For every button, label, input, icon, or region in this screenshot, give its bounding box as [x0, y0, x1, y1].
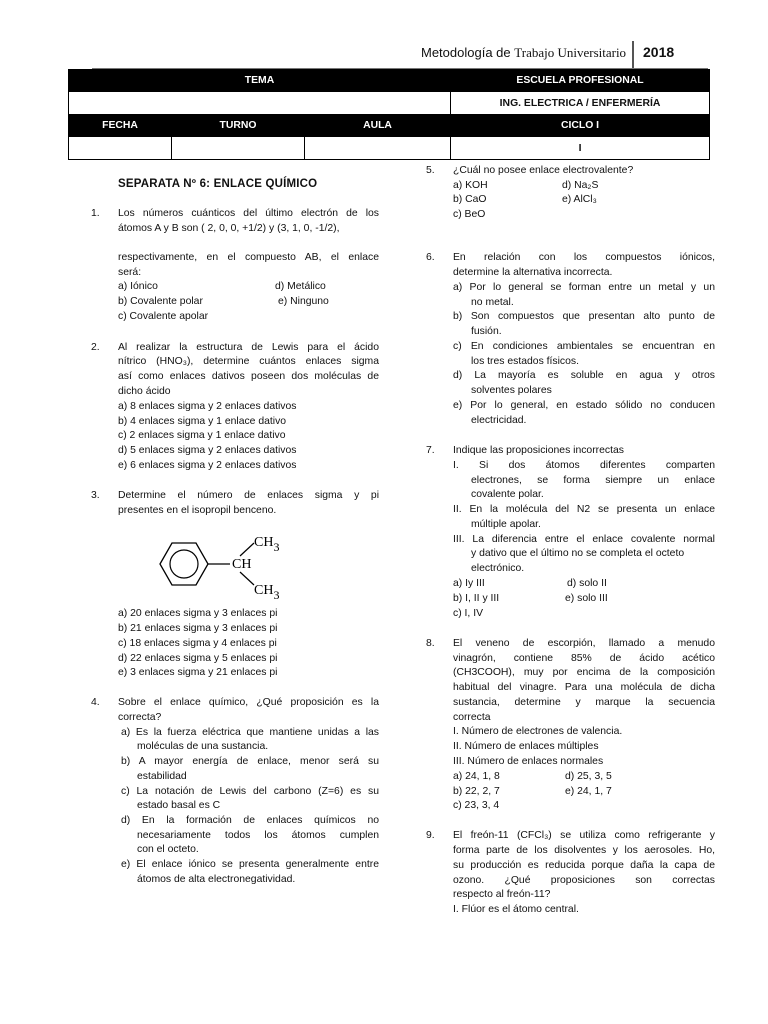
- option-b: b) 4 enlaces sigma y 1 enlace dativo: [118, 416, 287, 427]
- option-d: d) En la formación de enlaces químicos no: [121, 815, 379, 826]
- option-e: e) solo III: [565, 593, 608, 604]
- document-header-title: [421, 45, 626, 60]
- option-d-cont: con el octeto.: [137, 844, 199, 855]
- option-e-cont: electricidad.: [471, 415, 527, 426]
- proposition-ii-cont: múltiple apolar.: [471, 519, 541, 530]
- option-d: d) Na₂S: [562, 180, 599, 191]
- question-text: determine la alternativa incorrecta.: [453, 267, 613, 278]
- ciclo-value: I: [451, 137, 710, 160]
- option-e: e) El enlace iónico se presenta generalmente entre: [121, 859, 379, 870]
- option-a: a) Iónico: [118, 281, 158, 292]
- header-year: 2018: [643, 44, 675, 60]
- question-text: vinagrón, contiene 85% de ácido acético: [453, 653, 715, 664]
- tema-value-cell: [69, 92, 451, 115]
- escuela-value: ING. ELECTRICA / ENFERMERÍA: [451, 92, 710, 115]
- question-number: 8.: [426, 638, 435, 649]
- question-text: Los números cuánticos del último electrón de los: [118, 208, 379, 219]
- question-text: correcta: [453, 712, 491, 723]
- bond-ch-ch3-top: [240, 543, 254, 556]
- option-b: b) Covalente polar: [118, 296, 203, 307]
- option-b: b) I, II y III: [453, 593, 500, 604]
- fecha-label: FECHA: [69, 115, 172, 137]
- benzene-aromatic-circle: [170, 550, 198, 578]
- question-text: El veneno de escorpión, llamado a menudo: [453, 638, 715, 649]
- option-a: a) 20 enlaces sigma y 3 enlaces pi: [118, 608, 278, 619]
- question-text: respectivamente, en el compuesto AB, el enlace: [118, 252, 379, 263]
- option-c: c) En condiciones ambientales se encuentran en: [453, 341, 715, 352]
- option-c-cont: estado basal es C: [137, 800, 221, 811]
- option-c: c) 23, 3, 4: [453, 800, 500, 811]
- option-a: a) KOH: [453, 180, 488, 191]
- bond-ch-ch3-bottom: [240, 572, 254, 585]
- ch-label: CH: [232, 557, 252, 572]
- option-d: d) 5 enlaces sigma y 2 enlaces dativos: [118, 445, 297, 456]
- proposition-iii-cont: electrónico.: [471, 563, 525, 574]
- option-e: e) 24, 1, 7: [565, 786, 612, 797]
- option-c: c) Covalente apolar: [118, 311, 209, 322]
- proposition-iii-cont: y dativo que el último no se completa el octeto: [471, 548, 685, 559]
- question-number: 1.: [91, 208, 100, 219]
- turno-label: TURNO: [172, 115, 305, 137]
- option-d: d) 25, 3, 5: [565, 771, 612, 782]
- question-number: 7.: [426, 445, 435, 456]
- option-b: b) 21 enlaces sigma y 3 enlaces pi: [118, 623, 278, 634]
- header-separator: [632, 41, 634, 69]
- ciclo-label: CICLO I: [451, 115, 710, 137]
- ch3-bottom-label: CH3: [254, 583, 280, 602]
- question-text: ozono. ¿Qué proposiciones son correctas: [453, 875, 715, 886]
- aula-value-cell: [305, 137, 451, 160]
- option-e: e) AlCl₃: [562, 194, 597, 205]
- question-number: 5.: [426, 165, 435, 176]
- option-d: d) La mayoría es soluble en agua y otros: [453, 370, 715, 381]
- question-text: sustancia, determine y marque la secuencia: [453, 697, 715, 708]
- header-title-part2: Trabajo Universitario: [514, 45, 627, 60]
- question-number: 9.: [426, 830, 435, 841]
- option-a: a) Es la fuerza eléctrica que mantiene unidas a las: [121, 727, 379, 738]
- option-e: e) Por lo general, en estado sólido no conducen: [453, 400, 715, 411]
- question-text: correcta?: [118, 712, 162, 723]
- proposition-i-cont: covalente polar.: [471, 489, 544, 500]
- isopropylbenzene-structure-diagram: [150, 528, 300, 608]
- option-e-cont: átomos de alta electronegatividad.: [137, 874, 296, 885]
- option-a: a) Iy III: [453, 578, 485, 589]
- turno-value-cell: [172, 137, 305, 160]
- option-b-cont: estabilidad: [137, 771, 187, 782]
- proposition-i-cont: electrones, se forma siempre un enlace: [471, 475, 715, 486]
- question-number: 4.: [91, 697, 100, 708]
- question-text: nítrico (HNO₃), determine cuántos enlaces sigma: [118, 356, 379, 367]
- option-c: c) 2 enlaces sigma y 1 enlace dativo: [118, 430, 286, 441]
- question-text: átomos A y B son ( 2, 0, 0, +1/2) y (3, 1, 0, -1/2),: [118, 223, 340, 234]
- header-title-part1: Metodología de: [421, 45, 511, 60]
- question-number: 3.: [91, 490, 100, 501]
- question-number: 2.: [91, 342, 100, 353]
- option-b: b) CaO: [453, 194, 487, 205]
- question-text: dicho ácido: [118, 386, 171, 397]
- escuela-label: ESCUELA PROFESIONAL: [451, 70, 710, 92]
- fecha-value-cell: [69, 137, 172, 160]
- option-c: c) BeO: [453, 209, 486, 220]
- option-a: a) 24, 1, 8: [453, 771, 500, 782]
- question-text: ¿Cuál no posee enlace electrovalente?: [453, 165, 634, 176]
- question-text: su producción es reducida porque daña la capa de: [453, 860, 715, 871]
- option-d: d) 22 enlaces sigma y 5 enlaces pi: [118, 653, 278, 664]
- proposition-iii: III. Número de enlaces normales: [453, 756, 604, 767]
- option-d-cont: solventes polares: [471, 385, 552, 396]
- proposition-i: I. Si dos átomos diferentes comparten: [453, 460, 715, 471]
- question-text: El freón-11 (CFCl₃) se utiliza como refrigerante y: [453, 830, 715, 841]
- question-text: (CH3COOH), muy por encima de la composición: [453, 667, 715, 678]
- option-c: c) I, IV: [453, 608, 484, 619]
- option-b: b) Son compuestos que presentan alto punto de: [453, 311, 715, 322]
- option-b-cont: fusión.: [471, 326, 502, 337]
- option-d: d) solo II: [567, 578, 607, 589]
- ch3-top-label: CH3: [254, 535, 280, 554]
- question-number: 6.: [426, 252, 435, 263]
- option-c-cont: los tres estados físicos.: [471, 356, 579, 367]
- benzene-ring: [160, 543, 208, 585]
- option-e: e) 6 enlaces sigma y 2 enlaces dativos: [118, 460, 297, 471]
- option-c: c) La notación de Lewis del carbono (Z=6) es su: [121, 786, 379, 797]
- option-a-cont: moléculas de una sustancia.: [137, 741, 269, 752]
- proposition-i: I. Número de electrones de valencia.: [453, 726, 623, 737]
- proposition-ii: II. Número de enlaces múltiples: [453, 741, 599, 752]
- option-d: d) Metálico: [275, 281, 326, 292]
- option-d-cont: necesariamente todos los átomos cumplen: [137, 830, 379, 841]
- info-table: [68, 69, 710, 160]
- section-title: SEPARATA Nº 6: ENLACE QUÍMICO: [118, 178, 318, 190]
- question-text: En relación con los compuestos iónicos,: [453, 252, 715, 263]
- proposition-i: I. Flúor es el átomo central.: [453, 904, 579, 915]
- question-text: Sobre el enlace químico, ¿Qué proposición es la: [118, 697, 379, 708]
- question-text: será:: [118, 267, 142, 278]
- question-text: Indique las proposiciones incorrectas: [453, 445, 624, 456]
- option-b: b) A mayor energía de enlace, menor será su: [121, 756, 379, 767]
- question-text: forma parte de los disolventes y los aerosoles. Ho,: [453, 845, 715, 856]
- option-e: e) Ninguno: [278, 296, 329, 307]
- option-a: a) Por lo general se forman entre un metal y un: [453, 282, 715, 293]
- question-text: así como enlaces dativos poseen dos moléculas de: [118, 371, 379, 382]
- question-text: presentes en el isopropil benceno.: [118, 505, 277, 516]
- question-text: habitual del vinagre. Para una molécula de dicha: [453, 682, 715, 693]
- tema-label: TEMA: [69, 70, 451, 92]
- option-e: e) 3 enlaces sigma y 21 enlaces pi: [118, 667, 278, 678]
- option-a-cont: no metal.: [471, 297, 514, 308]
- proposition-ii: II. En la molécula del N2 se presenta un enlace: [453, 504, 715, 515]
- proposition-iii: III. La diferencia entre el enlace covalente normal: [453, 534, 715, 545]
- option-c: c) 18 enlaces sigma y 4 enlaces pi: [118, 638, 277, 649]
- option-b: b) 22, 2, 7: [453, 786, 500, 797]
- aula-label: AULA: [305, 115, 451, 137]
- option-a: a) 8 enlaces sigma y 2 enlaces dativos: [118, 401, 297, 412]
- question-text: Determine el número de enlaces sigma y pi: [118, 490, 379, 501]
- question-text: respecto al freón-11?: [453, 889, 551, 900]
- question-text: Al realizar la estructura de Lewis para el ácido: [118, 342, 379, 353]
